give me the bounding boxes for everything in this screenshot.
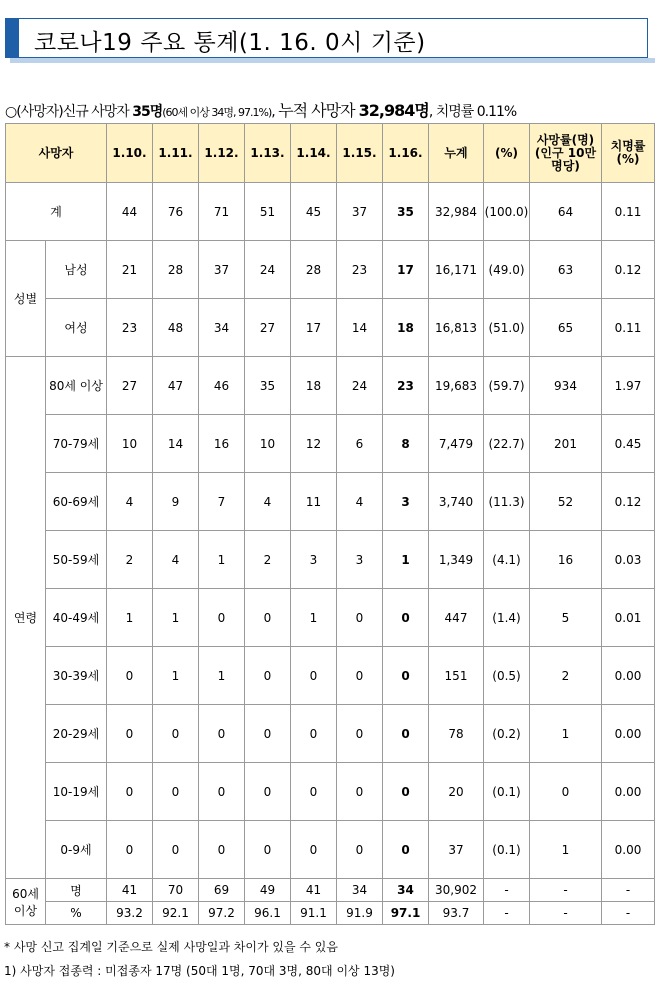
row-label: 70-79세 [46,415,107,473]
table-cell: 0 [530,763,602,821]
table-cell: 18 [383,299,429,357]
table-cell: 0.03 [602,531,655,589]
table-cell: 3,740 [429,473,484,531]
summary-prefix: ○(사망자)신규 사망자 [5,104,133,120]
fatality-text: , 치명률 0.11% [428,104,517,120]
table-cell: 0 [383,647,429,705]
row-sublabel: 명 [46,879,107,902]
table-cell: 47 [153,357,199,415]
col-header: 1.11. [153,124,199,183]
table-cell: 0 [291,821,337,879]
table-cell: 28 [153,241,199,299]
table-cell: 0 [291,647,337,705]
table-cell: 93.2 [107,902,153,925]
table-cell: 2 [107,531,153,589]
row-label: 여성 [46,299,107,357]
table-cell: 71 [199,183,245,241]
table-cell: 48 [153,299,199,357]
table-cell: 3 [337,531,383,589]
table-cell: 0.12 [602,473,655,531]
table-cell: 0 [383,705,429,763]
table-cell: 0 [245,589,291,647]
table-cell: 0 [245,647,291,705]
table-row [6,763,655,821]
group-label-age: 연령 [6,357,46,879]
table-cell: - [484,879,530,902]
table-cell: (11.3) [484,473,530,531]
table-cell: 0 [383,821,429,879]
page-title: 코로나19 주요 통계(1. 16. 0시 기준) [34,30,426,56]
table-cell: 7,479 [429,415,484,473]
table-cell: 0 [337,647,383,705]
table-row [6,589,655,647]
table-cell: 35 [383,183,429,241]
table-cell: 76 [153,183,199,241]
table-cell: 64 [530,183,602,241]
table-row [6,821,655,879]
table-cell: 16,813 [429,299,484,357]
table-cell: 0.01 [602,589,655,647]
table-cell: 0 [153,821,199,879]
row-label: 10-19세 [46,763,107,821]
table-cell: (0.2) [484,705,530,763]
table-cell: - [530,902,602,925]
table-row [6,415,655,473]
table-cell: 63 [530,241,602,299]
table-cell: 7 [199,473,245,531]
table-cell: 41 [291,879,337,902]
table-cell: 0.12 [602,241,655,299]
new-deaths-detail: (60세 이상 34명, 97.1%) [162,106,272,119]
table-cell: 12 [291,415,337,473]
row-label: 50-59세 [46,531,107,589]
footnote: 1) 사망자 접종력 : 미접종자 17명 (50대 1명, 70대 3명, 80대 이상 13명) [4,964,395,978]
table-cell: 0.11 [602,183,655,241]
table-cell: (1.4) [484,589,530,647]
table-cell: 37 [429,821,484,879]
table-cell: 17 [291,299,337,357]
table-cell: 0 [383,763,429,821]
table-cell: 19,683 [429,357,484,415]
table-cell: 0 [383,589,429,647]
table-cell: 14 [337,299,383,357]
col-header: 사망률(명)(인구 10만명당) [530,124,602,183]
table-cell: 24 [337,357,383,415]
summary-line [5,98,655,121]
table-cell: 23 [107,299,153,357]
table-cell: 17 [383,241,429,299]
table-cell: 21 [107,241,153,299]
table-cell: 0 [245,705,291,763]
table-cell: 1 [199,647,245,705]
table-cell: 96.1 [245,902,291,925]
table-cell: 0 [245,763,291,821]
table-cell: 0.00 [602,821,655,879]
table-cell: 0.00 [602,763,655,821]
new-deaths: 35명 [132,104,163,120]
row-label: 30-39세 [46,647,107,705]
table-row [6,299,655,357]
table-cell: 0 [245,821,291,879]
table-cell: (0.5) [484,647,530,705]
table-cell: 3 [383,473,429,531]
table-row [6,531,655,589]
table-cell: (51.0) [484,299,530,357]
table-cell: 0 [107,763,153,821]
col-header: 1.12. [199,124,245,183]
table-cell: 0 [107,647,153,705]
table-cell: 45 [291,183,337,241]
table-cell: 37 [337,183,383,241]
row-label: 0-9세 [46,821,107,879]
table-cell: (0.1) [484,763,530,821]
col-header: 사망자 [6,124,107,183]
table-cell: 1 [530,705,602,763]
table-cell: 2 [245,531,291,589]
table-cell: - [484,902,530,925]
table-row-over60-count [6,879,655,902]
table-cell: 49 [245,879,291,902]
table-cell: 28 [291,241,337,299]
col-header: 치명률(%) [602,124,655,183]
table-cell: 14 [153,415,199,473]
table-cell: 0 [107,821,153,879]
col-header: 1.10. [107,124,153,183]
table-cell: 10 [245,415,291,473]
row-sublabel: % [46,902,107,925]
table-cell: 91.1 [291,902,337,925]
table-cell: 1 [107,589,153,647]
table-cell: 0 [337,705,383,763]
table-cell: 4 [107,473,153,531]
table-cell: 16 [199,415,245,473]
table-cell: 97.2 [199,902,245,925]
table-cell: 0 [291,763,337,821]
row-label: 60-69세 [46,473,107,531]
table-cell: - [530,879,602,902]
table-row-total [6,183,655,241]
row-label-over60: 60세 이상 [6,879,46,925]
table-cell: 16,171 [429,241,484,299]
table-cell: (59.7) [484,357,530,415]
row-label: 계 [6,183,107,241]
table-cell: 1 [153,647,199,705]
table-cell: 0 [199,589,245,647]
table-cell: 52 [530,473,602,531]
table-row [6,357,655,415]
summary-sep: , [271,104,279,120]
table-cell: 5 [530,589,602,647]
table-cell: 8 [383,415,429,473]
table-cell: 16 [530,531,602,589]
table-row [6,647,655,705]
table-cell: 2 [530,647,602,705]
table-cell: 0.00 [602,647,655,705]
table-cell: 0.45 [602,415,655,473]
table-cell: 151 [429,647,484,705]
table-cell: 0.00 [602,705,655,763]
table-cell: 65 [530,299,602,357]
table-cell: 0 [153,763,199,821]
table-cell: 34 [337,879,383,902]
table-cell: 1 [153,589,199,647]
table-cell: 32,984 [429,183,484,241]
table-cell: (100.0) [484,183,530,241]
table-cell: 4 [337,473,383,531]
table-cell: 0 [153,705,199,763]
row-label: 남성 [46,241,107,299]
cumulative-deaths: 32,984명 [358,101,429,120]
footnotes [4,935,395,983]
col-header: 1.16. [383,124,429,183]
table-cell: 0 [337,763,383,821]
table-cell: 201 [530,415,602,473]
table-cell: 91.9 [337,902,383,925]
table-cell: 37 [199,241,245,299]
row-label: 80세 이상 [46,357,107,415]
table-cell: 34 [383,879,429,902]
table-cell: 23 [383,357,429,415]
table-cell: 44 [107,183,153,241]
table-cell: 934 [530,357,602,415]
table-cell: 0 [291,705,337,763]
table-cell: 34 [199,299,245,357]
cumulative-label: 누적 사망자 [278,101,359,120]
table-cell: 69 [199,879,245,902]
header-row [6,124,655,183]
table-cell: 0 [199,705,245,763]
table-cell: 4 [153,531,199,589]
table-cell: 23 [337,241,383,299]
table-cell: 1 [291,589,337,647]
table-cell: 1.97 [602,357,655,415]
table-cell: 70 [153,879,199,902]
table-cell: 41 [107,879,153,902]
footnote: * 사망 신고 집계일 기준으로 실제 사망일과 차이가 있을 수 있음 [4,940,338,954]
table-cell: 0.11 [602,299,655,357]
table-cell: (49.0) [484,241,530,299]
table-cell: 35 [245,357,291,415]
table-cell: 78 [429,705,484,763]
table-cell: (4.1) [484,531,530,589]
table-cell: 0 [337,589,383,647]
table-row [6,241,655,299]
table-cell: 92.1 [153,902,199,925]
table-cell: - [602,902,655,925]
col-header: 1.14. [291,124,337,183]
table-row-over60-pct [6,902,655,925]
col-header: 1.13. [245,124,291,183]
table-cell: - [602,879,655,902]
table-cell: 20 [429,763,484,821]
table-cell: 0 [199,763,245,821]
title-banner [5,18,648,58]
table-cell: 27 [245,299,291,357]
table-cell: 24 [245,241,291,299]
table-cell: 1 [199,531,245,589]
table-cell: (22.7) [484,415,530,473]
table-cell: 10 [107,415,153,473]
table-cell: 51 [245,183,291,241]
table-cell: 6 [337,415,383,473]
table-cell: 4 [245,473,291,531]
table-cell: 93.7 [429,902,484,925]
table-cell: 1 [383,531,429,589]
table-row [6,473,655,531]
row-label: 40-49세 [46,589,107,647]
group-label-sex: 성별 [6,241,46,357]
table-cell: 97.1 [383,902,429,925]
table-cell: (0.1) [484,821,530,879]
col-header: 1.15. [337,124,383,183]
table-cell: 27 [107,357,153,415]
table-cell: 1,349 [429,531,484,589]
table-cell: 3 [291,531,337,589]
table-cell: 0 [107,705,153,763]
table-cell: 1 [530,821,602,879]
row-label: 20-29세 [46,705,107,763]
table-cell: 447 [429,589,484,647]
table-cell: 30,902 [429,879,484,902]
table-cell: 11 [291,473,337,531]
col-header: 누계 [429,124,484,183]
deaths-table [5,123,655,925]
table-cell: 46 [199,357,245,415]
table-cell: 18 [291,357,337,415]
table-cell: 0 [337,821,383,879]
table-cell: 0 [199,821,245,879]
table-row [6,705,655,763]
col-header: (%) [484,124,530,183]
table-cell: 9 [153,473,199,531]
